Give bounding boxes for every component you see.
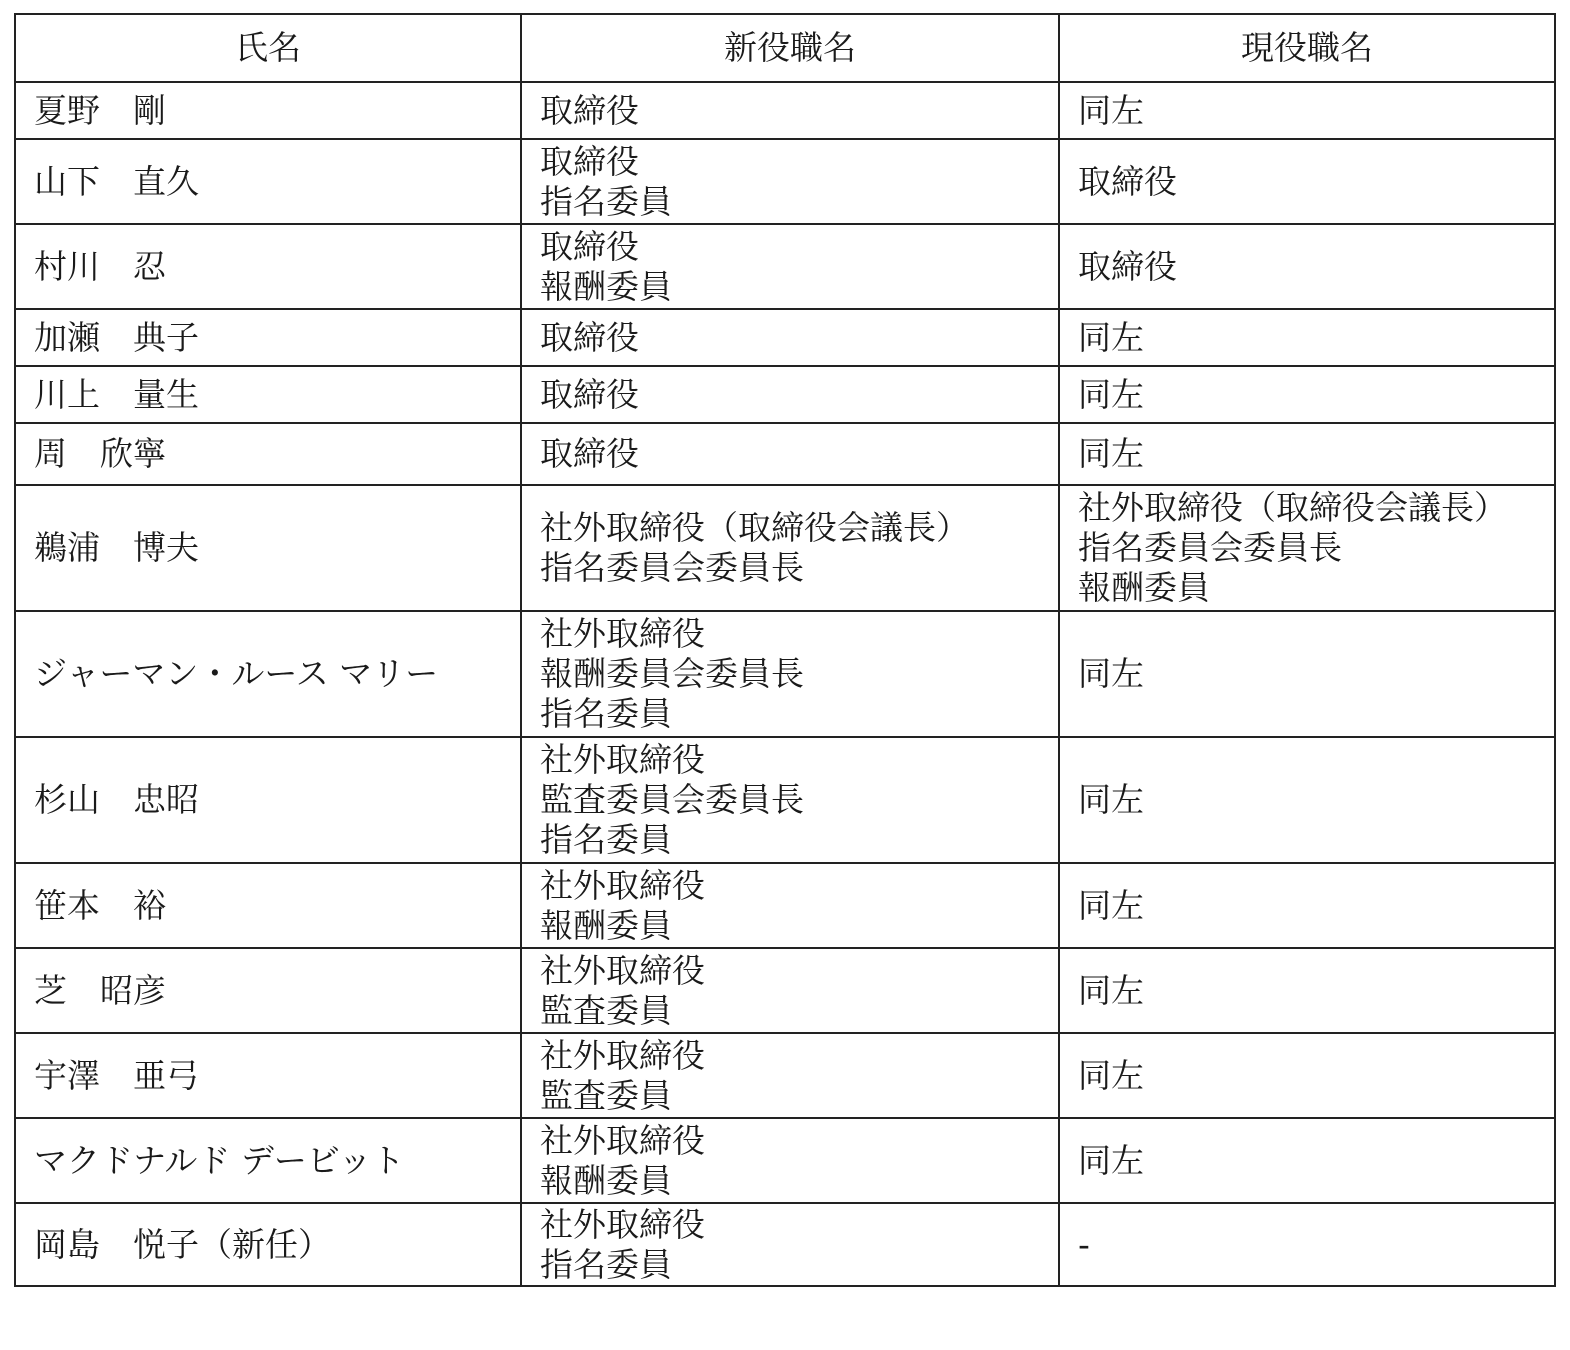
current-title-line: 同左 <box>1078 780 1144 819</box>
new-title-line: 取締役 <box>540 434 639 473</box>
current-title-cell <box>1059 309 1555 366</box>
table-row <box>15 948 1555 1033</box>
new-title-line: 監査委員 <box>540 1075 672 1115</box>
new-title-line: 社外取締役 <box>540 865 705 905</box>
new-title-line: 指名委員 <box>540 694 672 733</box>
name-cell: 加瀬 典子 <box>15 309 521 366</box>
new-title-line: 報酬委員 <box>540 905 672 945</box>
header-name: 氏名 <box>15 14 521 82</box>
name-cell: 岡島 悦子（新任） <box>15 1203 521 1286</box>
header-current-title: 現役職名 <box>1059 14 1555 82</box>
current-title-cell <box>1059 1118 1555 1203</box>
current-title-cell <box>1059 224 1555 309</box>
new-title-line: 指名委員 <box>540 820 672 859</box>
current-title-line: - <box>1078 1224 1090 1264</box>
new-title-line: 報酬委員会委員長 <box>540 654 804 693</box>
table-row <box>15 611 1555 737</box>
new-title-line: 社外取締役 <box>540 1204 705 1244</box>
name-cell: 夏野 剛 <box>15 82 521 139</box>
new-title-cell <box>521 948 1059 1033</box>
current-title-line: 社外取締役（取締役会議長） <box>1078 488 1507 527</box>
current-title-line: 報酬委員 <box>1078 568 1210 607</box>
current-title-line: 指名委員会委員長 <box>1078 528 1342 567</box>
new-title-cell <box>521 82 1059 139</box>
current-title-line: 取締役 <box>1078 161 1177 201</box>
current-title-cell <box>1059 737 1555 863</box>
table-row <box>15 224 1555 309</box>
new-title-cell <box>521 485 1059 611</box>
new-title-line: 取締役 <box>540 374 639 414</box>
current-title-cell <box>1059 863 1555 948</box>
current-title-cell <box>1059 1033 1555 1118</box>
new-title-cell <box>521 423 1059 485</box>
new-title-cell <box>521 1203 1059 1286</box>
current-title-line: 取締役 <box>1078 246 1177 286</box>
name-cell: 川上 量生 <box>15 366 521 423</box>
new-title-line: 取締役 <box>540 90 639 130</box>
new-title-line: 指名委員 <box>540 1244 672 1284</box>
new-title-line: 社外取締役 <box>540 740 705 779</box>
table-row <box>15 863 1555 948</box>
new-title-cell <box>521 309 1059 366</box>
new-title-line: 指名委員 <box>540 181 672 221</box>
name-cell: マクドナルド デービット <box>15 1118 521 1203</box>
current-title-cell <box>1059 611 1555 737</box>
name-cell: 宇澤 亜弓 <box>15 1033 521 1118</box>
new-title-line: 取締役 <box>540 226 639 266</box>
new-title-line: 指名委員会委員長 <box>540 548 804 587</box>
new-title-line: 報酬委員 <box>540 1160 672 1200</box>
current-title-cell <box>1059 82 1555 139</box>
new-title-cell <box>521 611 1059 737</box>
name-cell: 芝 昭彦 <box>15 948 521 1033</box>
new-title-cell <box>521 737 1059 863</box>
current-title-cell <box>1059 139 1555 224</box>
officer-table <box>14 13 1556 1287</box>
current-title-line: 同左 <box>1078 885 1144 925</box>
table-row <box>15 82 1555 139</box>
new-title-line: 社外取締役（取締役会議長） <box>540 508 969 547</box>
current-title-line: 同左 <box>1078 317 1144 357</box>
current-title-cell <box>1059 366 1555 423</box>
name-cell: 周 欣寧 <box>15 423 521 485</box>
table-row <box>15 1118 1555 1203</box>
new-title-cell <box>521 1033 1059 1118</box>
name-cell: 鵜浦 博夫 <box>15 485 521 611</box>
current-title-cell <box>1059 948 1555 1033</box>
new-title-line: 社外取締役 <box>540 1120 705 1160</box>
name-cell: 山下 直久 <box>15 139 521 224</box>
current-title-line: 同左 <box>1078 970 1144 1010</box>
table-row <box>15 1203 1555 1286</box>
current-title-line: 同左 <box>1078 90 1144 130</box>
new-title-line: 監査委員会委員長 <box>540 780 804 819</box>
table-row <box>15 309 1555 366</box>
current-title-cell <box>1059 1203 1555 1286</box>
new-title-cell <box>521 139 1059 224</box>
table-row <box>15 485 1555 611</box>
header-row <box>15 14 1555 82</box>
new-title-cell <box>521 224 1059 309</box>
new-title-line: 社外取締役 <box>540 950 705 990</box>
new-title-cell <box>521 863 1059 948</box>
name-cell: 笹本 裕 <box>15 863 521 948</box>
table-row <box>15 366 1555 423</box>
new-title-line: 監査委員 <box>540 990 672 1030</box>
current-title-line: 同左 <box>1078 374 1144 414</box>
table-row <box>15 737 1555 863</box>
current-title-line: 同左 <box>1078 1055 1144 1095</box>
current-title-cell <box>1059 423 1555 485</box>
current-title-cell <box>1059 485 1555 611</box>
new-title-line: 取締役 <box>540 141 639 181</box>
new-title-line: 社外取締役 <box>540 614 705 653</box>
name-cell: 村川 忍 <box>15 224 521 309</box>
table-row <box>15 423 1555 485</box>
table-row <box>15 139 1555 224</box>
new-title-line: 社外取締役 <box>540 1035 705 1075</box>
name-cell: ジャーマン・ルース マリー <box>15 611 521 737</box>
new-title-cell <box>521 1118 1059 1203</box>
header-new-title: 新役職名 <box>521 14 1059 82</box>
current-title-line: 同左 <box>1078 434 1144 473</box>
current-title-line: 同左 <box>1078 654 1144 693</box>
current-title-line: 同左 <box>1078 1140 1144 1180</box>
name-cell: 杉山 忠昭 <box>15 737 521 863</box>
table-row <box>15 1033 1555 1118</box>
new-title-line: 取締役 <box>540 317 639 357</box>
new-title-cell <box>521 366 1059 423</box>
new-title-line: 報酬委員 <box>540 266 672 306</box>
